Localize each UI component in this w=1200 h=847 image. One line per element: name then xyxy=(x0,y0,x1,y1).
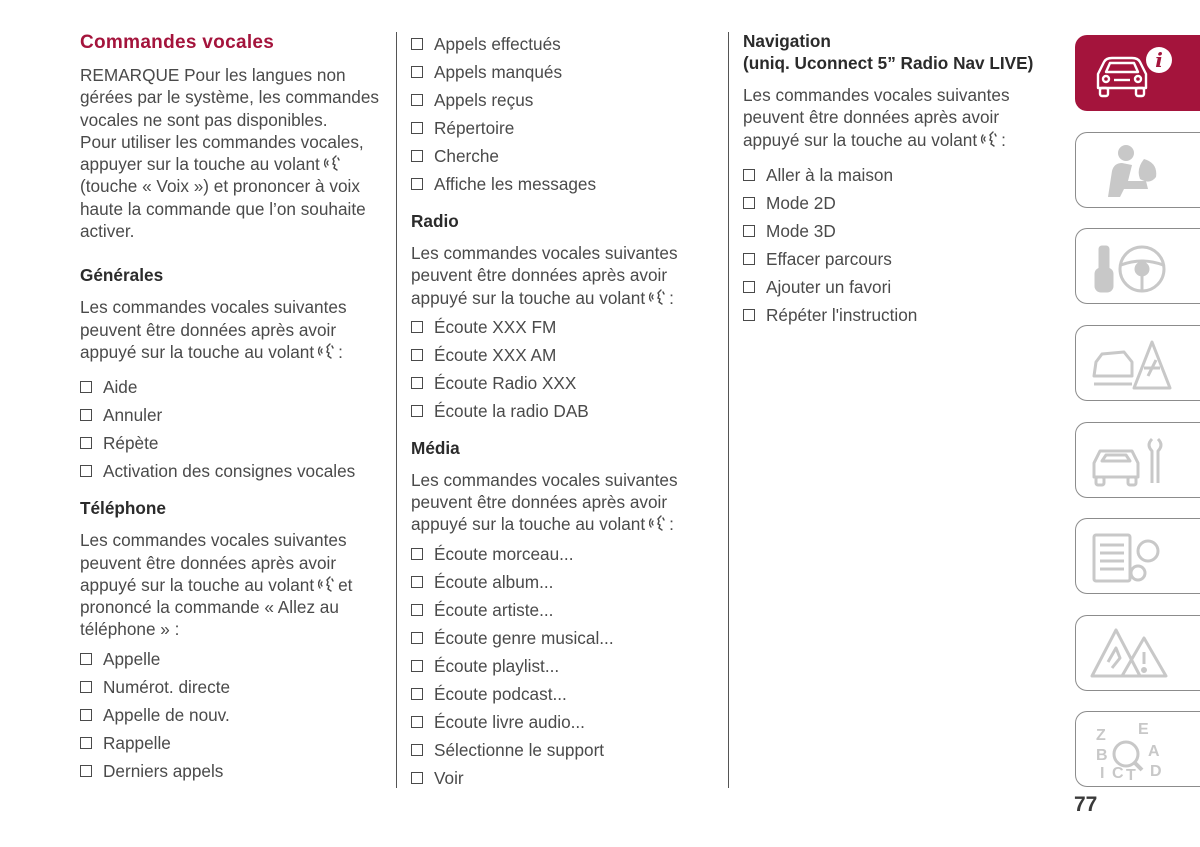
generales-heading: Générales xyxy=(80,265,164,286)
list-item-label: Appels manqués xyxy=(434,62,563,82)
generales-text-end: : xyxy=(338,341,343,362)
list-item-label: Écoute morceau... xyxy=(434,543,574,564)
list-item xyxy=(80,645,388,673)
checkbox-bullet-icon xyxy=(743,281,755,293)
media-text: Les commandes vocales suivantes peuvent être données après avoir appuyé sur la touche au volant xyxy=(411,469,678,535)
checkbox-bullet-icon xyxy=(411,321,423,333)
navigation-paragraph xyxy=(743,84,1053,151)
checkbox-bullet-icon xyxy=(743,225,755,237)
list-item-label: Écoute artiste... xyxy=(434,599,554,620)
usage-text: Pour utiliser les commandes vocales, appuyer sur la touche au volant xyxy=(80,131,364,175)
checkbox-bullet-icon xyxy=(80,653,92,665)
column-divider xyxy=(396,32,397,788)
list-item xyxy=(743,161,1053,189)
list-item xyxy=(743,273,1053,301)
list-item-label: Activation des consignes vocales xyxy=(103,461,356,482)
breakdown-warning-icon xyxy=(1086,332,1176,396)
checkbox-bullet-icon xyxy=(411,716,423,728)
svg-text:I: I xyxy=(1100,765,1105,782)
list-item-label: Rappelle xyxy=(103,732,171,753)
list-item xyxy=(80,457,388,485)
checkbox-bullet-icon xyxy=(80,437,92,449)
svg-text:A: A xyxy=(1148,743,1160,760)
radio-text-end: : xyxy=(669,287,674,308)
list-item xyxy=(411,596,711,624)
media-heading: Média xyxy=(411,437,460,458)
list-item-label: Voir xyxy=(434,767,464,788)
checkbox-bullet-icon xyxy=(411,604,423,616)
list-item-label: Écoute XXX AM xyxy=(434,344,557,365)
list-item-label: Répertoire xyxy=(434,118,515,138)
page-number: 77 xyxy=(1074,793,1098,816)
list-item-label: Écoute livre audio... xyxy=(434,711,585,732)
list-item-label: Répète xyxy=(103,433,159,454)
checkbox-bullet-icon xyxy=(80,409,92,421)
telephone-list-continued xyxy=(411,30,711,198)
tab-seat-airbag[interactable] xyxy=(1075,132,1200,208)
list-item xyxy=(743,217,1053,245)
list-item-label: Ajouter un favori xyxy=(766,276,892,297)
list-item-label: Appels effectués xyxy=(434,34,561,54)
voice-command-icon xyxy=(318,342,336,358)
list-item-label: Affiche les messages xyxy=(434,174,597,194)
checkbox-bullet-icon xyxy=(411,178,423,190)
telephone-text-end: et prononcé la commande « Allez au téléphone » : xyxy=(80,574,353,640)
media-list xyxy=(411,540,711,792)
radio-text: Les commandes vocales suivantes peuvent être données après avoir appuyé sur la touche au volant xyxy=(411,243,678,308)
list-item xyxy=(743,189,1053,217)
car-info-icon xyxy=(1086,42,1176,106)
list-item-label: Sélectionne le support xyxy=(434,739,605,760)
list-item xyxy=(743,301,1053,329)
list-item-label: Aide xyxy=(103,377,138,398)
checkbox-bullet-icon xyxy=(80,765,92,777)
list-item xyxy=(80,701,388,729)
list-item-label: Écoute playlist... xyxy=(434,655,560,676)
checkbox-bullet-icon xyxy=(411,660,423,672)
steering-key-icon xyxy=(1086,235,1176,299)
list-item-label: Effacer parcours xyxy=(766,248,892,269)
voice-command-icon xyxy=(324,154,342,170)
checkbox-bullet-icon xyxy=(411,122,423,134)
list-item xyxy=(80,429,388,457)
navigation-list xyxy=(743,161,1053,329)
list-item-label: Écoute album... xyxy=(434,571,554,592)
seat-airbag-icon xyxy=(1086,139,1176,203)
checkbox-bullet-icon xyxy=(411,66,423,78)
navigation-text: Les commandes vocales suivantes peuvent être données après avoir appuyé sur la touche au volant xyxy=(743,85,1010,150)
tab-specs[interactable] xyxy=(1075,518,1200,594)
list-item-label: Écoute la radio DAB xyxy=(434,400,589,421)
list-item-label: Aller à la maison xyxy=(766,164,894,185)
list-item xyxy=(411,114,711,142)
checkbox-bullet-icon xyxy=(80,465,92,477)
checkbox-bullet-icon xyxy=(411,688,423,700)
tab-steering-key[interactable] xyxy=(1075,228,1200,304)
checkbox-bullet-icon xyxy=(411,632,423,644)
list-item xyxy=(411,624,711,652)
telephone-list xyxy=(80,645,388,785)
list-item xyxy=(411,736,711,764)
list-item xyxy=(411,708,711,736)
list-item xyxy=(411,540,711,568)
list-item xyxy=(411,568,711,596)
section-title: Commandes vocales xyxy=(80,32,275,53)
media-paragraph xyxy=(411,469,711,536)
checkbox-bullet-icon xyxy=(80,681,92,693)
telephone-paragraph xyxy=(80,529,388,640)
checkbox-bullet-icon xyxy=(411,576,423,588)
voice-command-icon xyxy=(649,514,667,530)
checkbox-bullet-icon xyxy=(411,349,423,361)
voice-command-icon xyxy=(318,575,336,591)
radio-paragraph xyxy=(411,242,711,309)
list-item-label: Écoute Radio XXX xyxy=(434,372,577,393)
tab-index[interactable] xyxy=(1075,711,1200,787)
list-item-label: Derniers appels xyxy=(103,760,224,781)
media-text-end: : xyxy=(669,514,674,535)
checkbox-bullet-icon xyxy=(743,309,755,321)
list-item xyxy=(411,142,711,170)
telephone-text: Les commandes vocales suivantes peuvent être données après avoir appuyé sur la touche au volant xyxy=(80,530,347,595)
generales-text: Les commandes vocales suivantes peuvent être données après avoir appuyé sur la touche au volant xyxy=(80,297,347,362)
list-item xyxy=(411,652,711,680)
list-item-label: Numérot. directe xyxy=(103,676,231,697)
column-middle xyxy=(411,30,711,792)
list-item xyxy=(411,341,711,369)
checkbox-bullet-icon xyxy=(80,737,92,749)
list-item xyxy=(80,373,388,401)
car-wrench-icon xyxy=(1086,429,1176,493)
list-item-label: Écoute XXX FM xyxy=(434,316,557,337)
list-item-label: Annuler xyxy=(103,405,163,426)
alphabetical-index-icon xyxy=(1086,718,1176,782)
list-item xyxy=(411,86,711,114)
warning-triangles-icon xyxy=(1086,622,1176,686)
list-item-label: Écoute genre musical... xyxy=(434,627,614,648)
specs-gears-icon xyxy=(1086,525,1176,589)
list-item xyxy=(80,673,388,701)
navigation-heading: Navigation xyxy=(743,31,831,51)
list-item xyxy=(411,764,711,792)
checkbox-bullet-icon xyxy=(411,150,423,162)
radio-list xyxy=(411,313,711,425)
list-item-label: Appels reçus xyxy=(434,90,534,110)
tab-breakdown[interactable] xyxy=(1075,325,1200,401)
list-item-label: Mode 3D xyxy=(766,220,836,241)
remark-paragraph: REMARQUE Pour les langues non gérées par le système, les commandes vocales ne sont pas disponibles. xyxy=(80,65,380,130)
svg-text:C: C xyxy=(1112,765,1124,782)
svg-text:E: E xyxy=(1138,721,1149,738)
telephone-heading: Téléphone xyxy=(80,498,166,519)
svg-text:T: T xyxy=(1126,767,1136,782)
column-divider xyxy=(728,32,729,788)
list-item xyxy=(411,58,711,86)
list-item xyxy=(411,680,711,708)
list-item-label: Cherche xyxy=(434,146,499,166)
tab-warnings[interactable] xyxy=(1075,615,1200,691)
list-item xyxy=(411,369,711,397)
navigation-subheading: (uniq. Uconnect 5” Radio Nav LIVE) xyxy=(743,53,1034,73)
checkbox-bullet-icon xyxy=(411,405,423,417)
usage-paragraph xyxy=(80,131,388,242)
tab-car-info[interactable] xyxy=(1075,35,1200,111)
checkbox-bullet-icon xyxy=(743,169,755,181)
checkbox-bullet-icon xyxy=(411,744,423,756)
usage-text-end: (touche « Voix ») et prononcer à voix haute la commande que l’on souhaite activer. xyxy=(80,176,366,242)
checkbox-bullet-icon xyxy=(80,709,92,721)
list-item xyxy=(80,401,388,429)
list-item-label: Appelle de nouv. xyxy=(103,704,230,725)
list-item xyxy=(411,30,711,58)
svg-text:i: i xyxy=(1155,48,1163,72)
svg-text:D: D xyxy=(1150,763,1162,780)
list-item-label: Écoute podcast... xyxy=(434,683,567,704)
list-item-label: Appelle xyxy=(103,648,161,669)
list-item xyxy=(411,170,711,198)
radio-heading: Radio xyxy=(411,211,459,231)
generales-paragraph xyxy=(80,296,388,363)
svg-text:B: B xyxy=(1096,747,1108,764)
column-right xyxy=(743,30,1053,329)
svg-text:Z: Z xyxy=(1096,727,1106,744)
list-item xyxy=(411,313,711,341)
checkbox-bullet-icon xyxy=(411,377,423,389)
list-item xyxy=(411,397,711,425)
checkbox-bullet-icon xyxy=(411,94,423,106)
voice-command-icon xyxy=(981,130,999,146)
checkbox-bullet-icon xyxy=(80,381,92,393)
list-item xyxy=(80,729,388,757)
list-item-label: Répéter l'instruction xyxy=(766,304,918,325)
checkbox-bullet-icon xyxy=(411,38,423,50)
generales-list xyxy=(80,373,388,485)
list-item xyxy=(743,245,1053,273)
voice-command-icon xyxy=(649,288,667,304)
navigation-text-end: : xyxy=(1001,129,1006,150)
list-item-label: Mode 2D xyxy=(766,192,836,213)
checkbox-bullet-icon xyxy=(411,548,423,560)
checkbox-bullet-icon xyxy=(411,772,423,784)
tab-car-wrench[interactable] xyxy=(1075,422,1200,498)
checkbox-bullet-icon xyxy=(743,253,755,265)
checkbox-bullet-icon xyxy=(743,197,755,209)
column-left xyxy=(80,30,388,785)
list-item xyxy=(80,757,388,785)
